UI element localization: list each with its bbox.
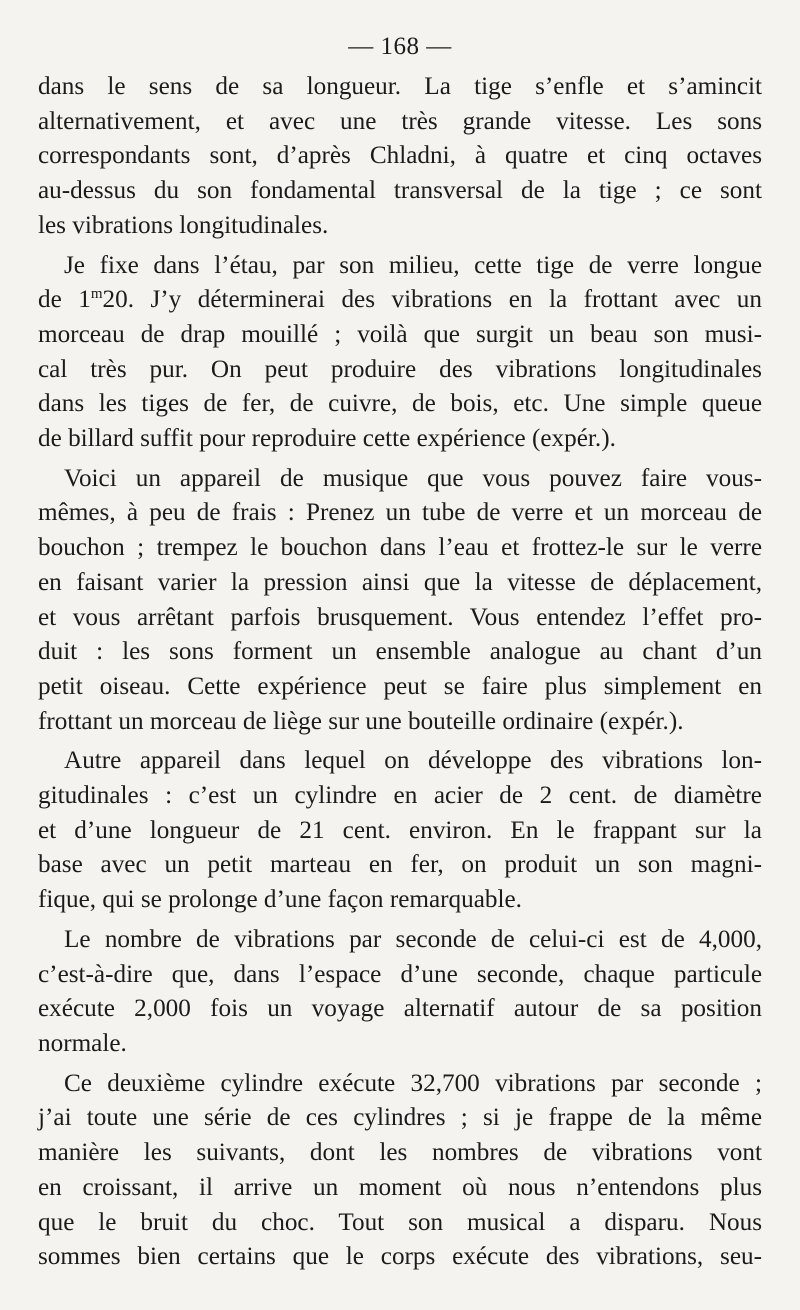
text-line: dans les tiges de fer, de cuivre, de bois, etc. Une simple queue [38,390,762,418]
text-line: duit : les sons forment un ensemble analogue au chant d’un [38,638,762,666]
text-line: j’ai toute une série de ces cylindres ; si je frappe de la même [38,1104,762,1132]
paragraph-3 [38,462,762,740]
text-line: petit oiseau. Cette expérience peut se faire plus simplement en [38,672,762,700]
text-line: Le nombre de vibrations par seconde de celui-ci est de 4,000, [64,925,762,953]
text-line: et vous arrêtant parfois brusquement. Vous entendez l’effet pro- [38,603,762,631]
text-line: Autre appareil dans lequel on développe des vibrations lon- [64,747,762,775]
text-line: manière les suivants, dont les nombres de vibrations vont [38,1139,762,1167]
text-line: Je fixe dans l’étau, par son milieu, cette tige de verre longue [64,251,762,279]
page-number: — 168 — [348,33,452,60]
text-fragment: 20. J’y déterminerai des vibrations en la frottant avec un [102,286,762,314]
text-line: en faisant varier la pression ainsi que la vitesse de déplacement, [38,568,762,596]
text-line: Voici un appareil de musique que vous pouvez faire vous- [64,464,762,492]
text-fragment: de 1 [38,286,91,314]
text-line-with-superscript [38,283,762,318]
text-line: frottant un morceau de liège sur une bouteille ordinaire (expér.). [38,707,684,735]
paragraph-6 [38,1067,762,1275]
text-line: et d’une longueur de 21 cent. environ. En le frappant sur la [38,816,762,844]
text-line: au-dessus du son fondamental transversal de la tige ; ce sont [38,177,762,205]
paragraph-5 [38,923,762,1062]
text-line: correspondants sont, d’après Chladni, à quatre et cinq octaves [38,142,762,170]
text-line: exécute 2,000 fois un voyage alternatif autour de sa position [38,995,762,1023]
text-line: cal très pur. On peut produire des vibrations longitudinales [38,355,762,383]
text-line: bouchon ; trempez le bouchon dans l’eau et frottez-le sur le verre [38,534,762,562]
superscript-unit: m [90,286,103,303]
text-line: morceau de drap mouillé ; voilà que surgit un beau son musi- [38,320,762,348]
text-line: fique, qui se prolonge d’une façon remarquable. [38,886,522,914]
text-line: de billard suffit pour reproduire cette expérience (expér.). [38,425,616,453]
text-line: sommes bien certains que le corps exécute des vibrations, seu- [38,1243,762,1271]
text-line: dans le sens de sa longueur. La tige s’enfle et s’amincit [38,73,762,100]
text-line: alternativement, et avec une très grande vitesse. Les sons [38,107,762,135]
text-line: c’est-à-dire que, dans l’espace d’une seconde, chaque particule [38,960,762,988]
text-line: mêmes, à peu de frais : Prenez un tube de verre et un morceau de [38,499,762,527]
text-line: normale. [38,1029,127,1057]
text-line: en croissant, il arrive un moment où nous n’entendons plus [38,1173,762,1201]
text-line: Ce deuxième cylindre exécute 32,700 vibrations par seconde ; [64,1069,762,1097]
paragraph-1 [38,70,762,244]
paragraph-4 [38,744,762,918]
text-line: les vibrations longitudinales. [38,211,329,239]
text-line: base avec un petit marteau en fer, on produit un son magni- [38,851,762,879]
text-line: gitudinales : c’est un cylindre en acier de 2 cent. de diamètre [38,782,762,810]
text-line: que le bruit du choc. Tout son musical a disparu. Nous [38,1208,762,1236]
paragraph-2 [38,249,762,457]
